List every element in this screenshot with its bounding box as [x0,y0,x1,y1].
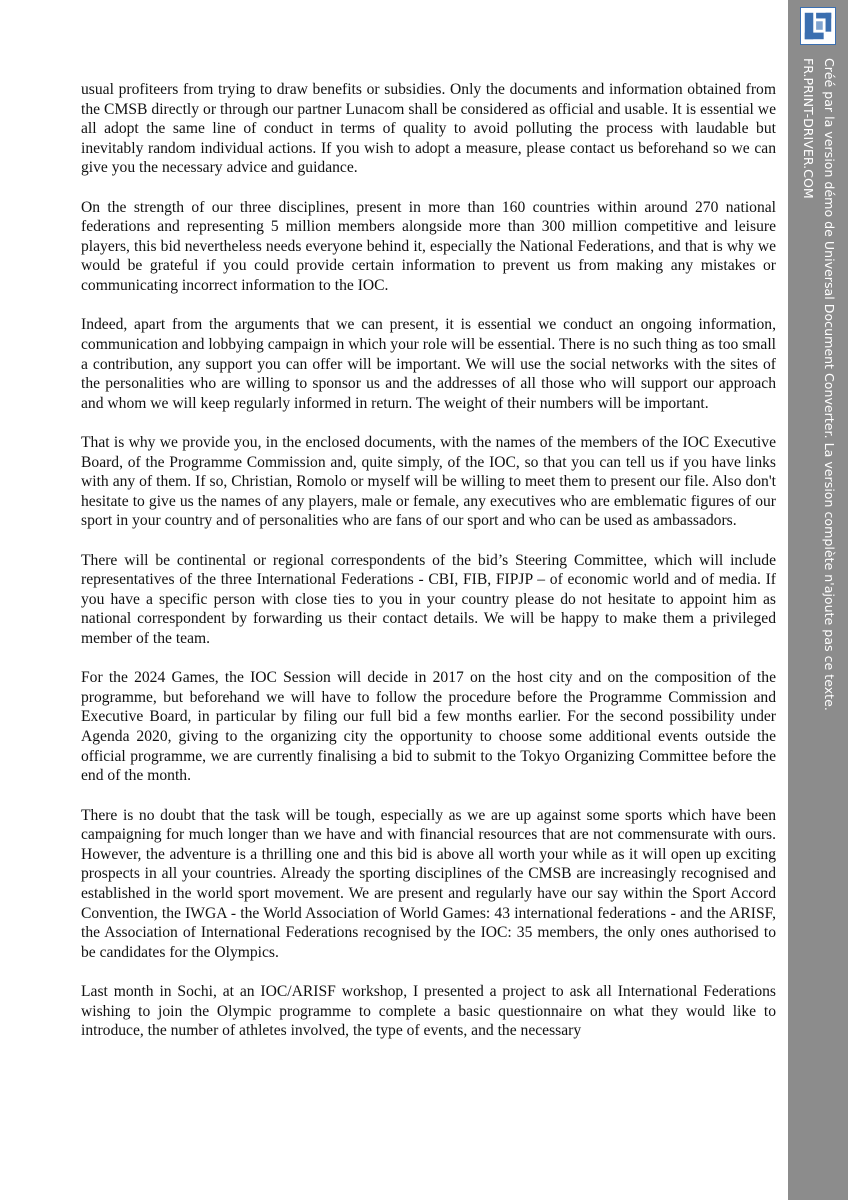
paragraph-3: Indeed, apart from the arguments that we can present, it is essential we conduct an ongoing information, communication and lobbying campaign in which your role will be essential. There is no such thing as too small a contribution, any support you can offer will be important. We will use the social networks with the sites of the personalities who are willing to sponsor us and the addresses of all those who will support our approach and whom we will keep regularly informed in return. The weight of their numbers will be important. [81,316,776,412]
watermark-link[interactable]: FR.PRINT-DRIVER.COM [801,58,816,199]
paragraph-6: For the 2024 Games, the IOC Session will decide in 2017 on the host city and on the composition of the programme, but beforehand we will have to follow the procedure before the Programme Commission and Executive Board, in particular by filing our full bid a few months earlier. For the second possibility under Agenda 2020, giving to the organizing city the opportunity to choose some additional events outside the official programme, we are currently finalising a bid to submit to the Tokyo Organizing Committee before the end of the month. [81,669,776,785]
paragraph-8: Last month in Sochi, at an IOC/ARISF workshop, I presented a project to ask all International Federations wishing to join the Olympic programme to complete a basic questionnaire on what they would like to introduce, the number of athletes involved, the type of events, and the necessary [81,982,776,1040]
watermark-text: Créé par la version démo de Universal Document Converter. La version complète n'ajoute pas ce texte. [822,58,837,711]
paragraph-4: That is why we provide you, in the enclosed documents, with the names of the members of the IOC Executive Board, of the Programme Commission and, quite simply, of the IOC, so that you can tell us if you have links with any of them. If so, Christian, Romolo or myself will be willing to meet them to present our file. Also don't hesitate to give us the names of any players, male or female, any executives who are emblematic figures of our sport in your country and of personalities who are fans of our sport and who can be used as ambassadors. [81,433,776,530]
document-body [81,80,776,1060]
paragraph-1: usual profiteers from trying to draw benefits or subsidies. Only the documents and information obtained from the CMSB directly or through our partner Lunacom shall be considered as official and usable. It is essential we all adopt the same line of conduct in terms of quality to avoid polluting the process with laudable but inevitably random individual actions. If you wish to adopt a measure, please contact us beforehand so we can give you the necessary advice and guidance. [81,81,776,177]
paragraph-5: There will be continental or regional correspondents of the bid’s Steering Committee, which will include representatives of the three International Federations - CBI, FIB, FIPJP – of economic world and of media. If you have a specific person with close ties to you in your country please do not hesitate to appoint him as national correspondent by forwarding us their contact details. We will be happy to make them a privileged member of the team. [81,551,776,647]
udc-logo-icon [800,7,836,45]
paragraph-7: There is no doubt that the task will be tough, especially as we are up against some sports which have been campaigning for much longer than we have and with financial resources that are not commensurate with ours. However, the adventure is a thrilling one and this bid is above all worth your while as it will open up exciting prospects in all your countries. Already the sporting disciplines of the CMSB are increasingly recognised and established in the world sport movement. We are present and regularly have our say within the Sport Accord Convention, the IWGA - the World Association of World Games: 43 international federations - and the ARISF, the Association of International Federations recognised by the IOC: 35 members, the only ones authorised to be candidates for the Olympics. [81,806,776,961]
paragraph-2: On the strength of our three disciplines, present in more than 160 countries within around 270 national federations and representing 5 million members alongside more than 300 million competitive and leisure players, this bid nevertheless needs everyone behind it, especially the National Federations, and that is why we would be grateful if you could provide certain information to prevent us from making any mistakes or communicating incorrect information to the IOC. [81,198,776,295]
